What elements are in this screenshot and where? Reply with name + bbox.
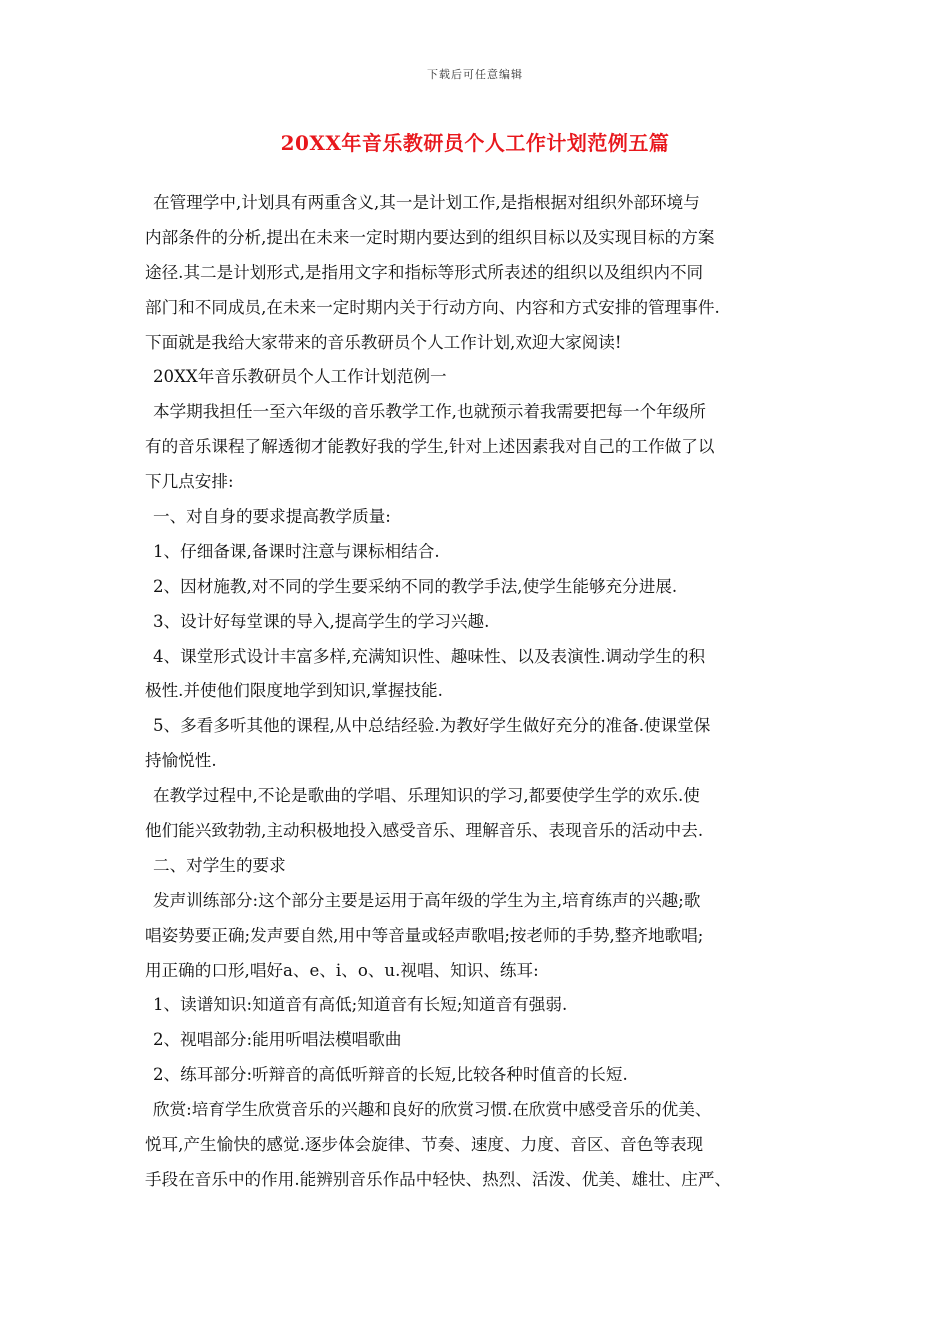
text-line: 部门和不同成员,在未来一定时期内关于行动方向、内容和方式安排的管理事件. (145, 297, 720, 317)
text-line: 悦耳,产生愉快的感觉.逐步体会旋律、节奏、速度、力度、音区、音色等表现 (145, 1135, 704, 1155)
text-line: 唱姿势要正确;发声要自然,用中等音量或轻声歌唱;按老师的手势,整齐地歌唱; (145, 925, 704, 945)
document-title: 20XX年音乐教研员个人工作计划范例五篇 (280, 131, 670, 155)
text-line: 20XX年音乐教研员个人工作计划范例一 (153, 367, 447, 387)
text-line: 1、仔细备课,备课时注意与课标相结合. (153, 541, 440, 561)
text-line: 一、对自身的要求提高教学质量: (153, 507, 391, 527)
text-line: 内部条件的分析,提出在未来一定时期内要达到的组织目标以及实现目标的方案 (145, 227, 715, 247)
text-line: 手段在音乐中的作用.能辨别音乐作品中轻快、热烈、活泼、优美、雄壮、庄严、 (145, 1169, 732, 1189)
text-line: 3、设计好每堂课的导入,提高学生的学习兴趣. (153, 611, 490, 631)
text-line: 途径.其二是计划形式,是指用文字和指标等形式所表述的组织以及组织内不同 (145, 262, 704, 282)
text-line: 在管理学中,计划具有两重含义,其一是计划工作,是指根据对组织外部环境与 (153, 193, 700, 212)
text-line: 在教学过程中,不论是歌曲的学唱、乐理知识的学习,都要使学生学的欢乐.使 (153, 786, 700, 806)
text-line: 2、练耳部分:听辩音的高低听辩音的长短,比较各种时值音的长短. (153, 1065, 628, 1085)
text-line: 他们能兴致勃勃,主动积极地投入感受音乐、理解音乐、表现音乐的活动中去. (145, 821, 704, 841)
text-line: 用正确的口形,唱好a、e、i、o、u.视唱、知识、练耳: (145, 960, 539, 980)
text-line: 二、对学生的要求 (153, 855, 286, 875)
page-header: 下载后可任意编辑 (427, 68, 523, 81)
text-line: 发声训练部分:这个部分主要是运用于高年级的学生为主,培育练声的兴趣;歌 (153, 890, 701, 910)
text-line: 有的音乐课程了解透彻才能教好我的学生,针对上述因素我对自己的工作做了以 (145, 437, 715, 457)
text-line: 2、视唱部分:能用听唱法模唱歌曲 (153, 1030, 402, 1050)
document-body (145, 190, 817, 1202)
text-line: 下几点安排: (145, 472, 234, 492)
text-line: 2、因材施教,对不同的学生要采纳不同的教学手法,使学生能够充分进展. (153, 576, 678, 596)
text-line: 持愉悦性. (145, 751, 217, 771)
text-line: 1、读谱知识:知道音有高低;知道音有长短;知道音有强弱. (153, 995, 568, 1015)
text-line: 下面就是我给大家带来的音乐教研员个人工作计划,欢迎大家阅读! (145, 332, 622, 352)
text-line: 极性.并使他们限度地学到知识,掌握技能. (145, 681, 443, 701)
text-line: 欣赏:培育学生欣赏音乐的兴趣和良好的欣赏习惯.在欣赏中感受音乐的优美、 (153, 1100, 712, 1120)
text-line: 5、多看多听其他的课程,从中总结经验.为教好学生做好充分的准备.使课堂保 (153, 716, 711, 736)
text-line: 本学期我担任一至六年级的音乐教学工作,也就预示着我需要把每一个年级所 (153, 402, 706, 422)
text-line: 4、课堂形式设计丰富多样,充满知识性、趣味性、以及表演性.调动学生的积 (153, 646, 706, 666)
